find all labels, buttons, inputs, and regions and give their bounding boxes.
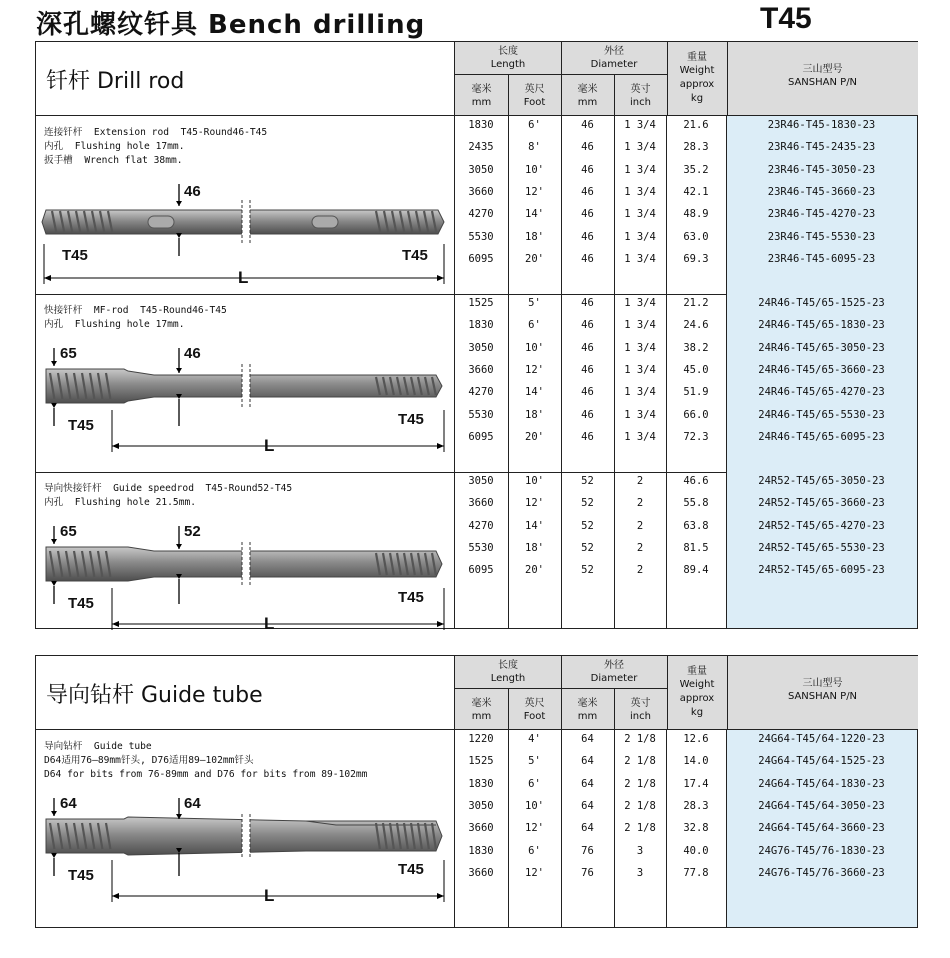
col-kg: kg (690, 93, 704, 104)
cell-d: 52 (581, 497, 594, 510)
cell-in: 1 3/4 (624, 252, 656, 265)
guide-tube-block (35, 655, 918, 928)
cell-ft: 6' (528, 319, 541, 332)
cell-mm: 6095 (468, 430, 494, 443)
cell-kg: 21.6 (683, 119, 709, 131)
cell-in: 1 3/4 (624, 363, 656, 376)
col-dmm: mm (577, 97, 598, 108)
cell-ft: 12' (525, 822, 544, 835)
table-row (36, 297, 917, 313)
cell-d: 46 (581, 386, 594, 399)
cell-in: 1 3/4 (624, 408, 656, 421)
table-row (36, 475, 917, 491)
cell-kg: 38.2 (683, 341, 709, 354)
col-weight-cn: 重量 (687, 52, 707, 63)
diameter-label: 46 (184, 183, 201, 200)
cell-mm: 3660 (468, 497, 494, 510)
cell-mm: 3660 (468, 185, 494, 198)
cell-mm: 1525 (468, 297, 494, 309)
cell-kg: 28.3 (683, 799, 709, 812)
length-label: L (264, 886, 275, 905)
product-section (36, 294, 917, 473)
col-diameter-cn: 外径 (604, 46, 624, 57)
cell-d: 52 (581, 564, 594, 577)
cell-ft: 18' (525, 408, 544, 421)
col-foot: Foot (523, 97, 546, 108)
drill-rod-block (35, 41, 918, 633)
rod-drawing (36, 784, 451, 924)
cell-kg: 35.2 (683, 163, 709, 176)
cell-kg: 46.6 (683, 475, 709, 487)
cell-ft: 14' (525, 386, 544, 399)
table-row (36, 319, 917, 335)
cell-d: 52 (581, 519, 594, 532)
page-code: T45 (760, 2, 812, 35)
col-inch: inch (630, 97, 651, 108)
cell-mm: 1830 (468, 844, 494, 857)
cell-in: 1 3/4 (624, 341, 656, 354)
description-line: 扳手槽 Wrench flat 38mm. (44, 155, 183, 166)
header-col-divider (508, 688, 509, 729)
cell-in: 2 1/8 (624, 799, 656, 812)
cell-kg: 77.8 (683, 866, 709, 879)
cell-pn: 23R46-T45-4270-23 (767, 208, 876, 221)
col-pn: SANSHAN P/N (787, 77, 858, 88)
cell-mm: 6095 (468, 564, 494, 577)
cell-d: 46 (581, 141, 594, 154)
col-diameter-en: Diameter (590, 59, 638, 70)
cell-pn: 23R46-T45-6095-23 (767, 252, 876, 265)
cell-d: 76 (581, 844, 594, 857)
cell-kg: 24.6 (683, 319, 709, 332)
cell-d: 46 (581, 319, 594, 332)
table-row (36, 119, 917, 135)
cell-in: 2 (636, 564, 644, 577)
cell-d: 64 (581, 733, 594, 745)
col-foot: Foot (523, 711, 546, 722)
cell-pn: 24G64-T45/64-3660-23 (758, 822, 885, 835)
description-line: D64适用76—89mm钎头, D76适用89—102mm钎头 (44, 755, 254, 766)
cell-kg: 66.0 (683, 408, 709, 421)
thread-left-label: T45 (68, 867, 94, 884)
cell-d: 46 (581, 341, 594, 354)
cell-d: 46 (581, 297, 594, 309)
cell-ft: 6' (528, 844, 541, 857)
cell-in: 2 1/8 (624, 777, 656, 790)
block-title: 钎杆 Drill rod (46, 69, 185, 94)
cell-in: 2 1/8 (624, 755, 656, 768)
header-col-divider (727, 656, 728, 729)
cell-pn: 24G64-T45/64-1220-23 (758, 733, 885, 745)
cell-mm: 3660 (468, 363, 494, 376)
rod-drawing (36, 170, 451, 310)
cell-in: 1 3/4 (624, 185, 656, 198)
cell-pn: 23R46-T45-5530-23 (767, 230, 876, 243)
col-mm-cn: 毫米 (471, 84, 492, 95)
cell-kg: 42.1 (683, 185, 709, 198)
thread-right-label: T45 (402, 247, 428, 264)
cell-mm: 1830 (468, 777, 494, 790)
cell-kg: 28.3 (683, 141, 709, 154)
header-col-divider (561, 42, 562, 115)
description-line: 导向钻杆 Guide tube (44, 741, 152, 752)
page-title: 深孔螺纹钎具 Bench drilling (36, 10, 426, 40)
cell-ft: 8' (528, 141, 541, 154)
cell-pn: 24R52-T45/65-6095-23 (758, 564, 885, 577)
col-foot-cn: 英尺 (524, 84, 545, 95)
cell-pn: 24G76-T45/76-3660-23 (758, 866, 885, 879)
thread-left-label: T45 (68, 417, 94, 434)
cell-kg: 55.8 (683, 497, 709, 510)
table-row (36, 497, 917, 513)
coupling-diameter-label: 65 (60, 523, 77, 540)
cell-ft: 12' (525, 866, 544, 879)
cell-mm: 2435 (468, 141, 494, 154)
cell-pn: 23R46-T45-3050-23 (767, 163, 876, 176)
col-dmm: mm (577, 711, 598, 722)
cell-in: 2 1/8 (624, 822, 656, 835)
description-line: D64 for bits from 76-89mm and D76 for bits from 89-102mm (44, 769, 368, 780)
header-col-divider (667, 42, 668, 115)
cell-ft: 18' (525, 230, 544, 243)
header-col-divider (667, 656, 668, 729)
cell-in: 3 (636, 866, 644, 879)
cell-in: 1 3/4 (624, 119, 656, 131)
col-mm-cn: 毫米 (471, 698, 492, 709)
cell-mm: 6095 (468, 252, 494, 265)
cell-ft: 12' (525, 497, 544, 510)
col-weight-cn: 重量 (687, 666, 707, 677)
col-pn: SANSHAN P/N (787, 691, 858, 702)
cell-kg: 45.0 (683, 363, 709, 376)
thread-right-label: T45 (398, 861, 424, 878)
cell-pn: 24R46-T45/65-6095-23 (758, 430, 885, 443)
cell-d: 64 (581, 755, 594, 768)
diameter-label: 46 (184, 345, 201, 362)
cell-mm: 3660 (468, 866, 494, 879)
diameter-label: 64 (184, 795, 201, 812)
cell-ft: 12' (525, 363, 544, 376)
col-dmm-cn: 毫米 (577, 698, 598, 709)
description-line: 导向快接钎杆 Guide speedrod T45-Round52-T45 (44, 483, 293, 494)
cell-d: 46 (581, 363, 594, 376)
cell-pn: 24R52-T45/65-3660-23 (758, 497, 885, 510)
cell-pn: 24R52-T45/65-4270-23 (758, 519, 885, 532)
col-pn-cn: 三山型号 (802, 64, 843, 75)
cell-in: 2 1/8 (624, 733, 656, 745)
block-title: 导向钻杆 Guide tube (46, 683, 263, 708)
product-section (36, 472, 917, 633)
col-inch: inch (630, 711, 651, 722)
cell-kg: 72.3 (683, 430, 709, 443)
col-mm: mm (471, 711, 492, 722)
cell-in: 2 (636, 541, 644, 554)
cell-mm: 3050 (468, 799, 494, 812)
cell-d: 46 (581, 185, 594, 198)
cell-ft: 6' (528, 777, 541, 790)
cell-ft: 12' (525, 185, 544, 198)
header-col-divider (727, 42, 728, 115)
cell-pn: 24R46-T45/65-5530-23 (758, 408, 885, 421)
cell-mm: 3050 (468, 475, 494, 487)
header-col-divider (508, 74, 509, 115)
col-length-cn: 长度 (498, 660, 518, 671)
length-label: L (264, 436, 275, 455)
cell-mm: 4270 (468, 386, 494, 399)
cell-kg: 63.8 (683, 519, 709, 532)
thread-left-label: T45 (62, 247, 88, 264)
coupling-diameter-label: 65 (60, 345, 77, 362)
cell-d: 46 (581, 163, 594, 176)
cell-mm: 4270 (468, 519, 494, 532)
cell-pn: 24R46-T45/65-1525-23 (758, 297, 885, 309)
description-line: 内孔 Flushing hole 17mm. (44, 319, 185, 330)
product-section (36, 116, 917, 295)
col-diameter-en: Diameter (590, 673, 638, 684)
table-row (36, 141, 917, 157)
cell-pn: 23R46-T45-2435-23 (767, 141, 876, 154)
col-length-cn: 长度 (498, 46, 518, 57)
cell-kg: 40.0 (683, 844, 709, 857)
cell-kg: 32.8 (683, 822, 709, 835)
cell-pn: 24R46-T45/65-1830-23 (758, 319, 885, 332)
cell-in: 1 3/4 (624, 297, 656, 309)
coupling-diameter-label: 64 (60, 795, 77, 812)
cell-d: 64 (581, 799, 594, 812)
cell-mm: 5530 (468, 541, 494, 554)
cell-kg: 69.3 (683, 252, 709, 265)
cell-in: 1 3/4 (624, 141, 656, 154)
col-foot-cn: 英尺 (524, 698, 545, 709)
cell-kg: 81.5 (683, 541, 709, 554)
col-length-en: Length (490, 59, 526, 70)
cell-pn: 24R46-T45/65-3050-23 (758, 341, 885, 354)
table-row (36, 755, 917, 771)
cell-ft: 20' (525, 430, 544, 443)
cell-ft: 10' (525, 341, 544, 354)
cell-ft: 10' (525, 163, 544, 176)
thread-left-label: T45 (68, 595, 94, 612)
col-inch-cn: 英寸 (630, 698, 651, 709)
cell-d: 64 (581, 822, 594, 835)
cell-d: 76 (581, 866, 594, 879)
rod-drawing (36, 334, 451, 474)
cell-mm: 1220 (468, 733, 494, 745)
cell-ft: 20' (525, 564, 544, 577)
cell-pn: 24G76-T45/76-1830-23 (758, 844, 885, 857)
column-header (454, 42, 918, 116)
cell-d: 46 (581, 208, 594, 221)
product-section (36, 730, 917, 928)
col-inch-cn: 英寸 (630, 84, 651, 95)
rod-drawing (36, 512, 451, 652)
diameter-label: 52 (184, 523, 201, 540)
cell-kg: 12.6 (683, 733, 709, 745)
col-length-en: Length (490, 673, 526, 684)
block-header-left (36, 42, 454, 116)
cell-kg: 51.9 (683, 386, 709, 399)
cell-mm: 3050 (468, 163, 494, 176)
cell-in: 1 3/4 (624, 386, 656, 399)
cell-mm: 1830 (468, 119, 494, 131)
cell-ft: 14' (525, 519, 544, 532)
cell-kg: 21.2 (683, 297, 709, 309)
cell-ft: 6' (528, 119, 541, 131)
cell-ft: 10' (525, 475, 544, 487)
cell-ft: 4' (528, 733, 541, 745)
header-col-divider (614, 74, 615, 115)
col-mm: mm (471, 97, 492, 108)
cell-kg: 63.0 (683, 230, 709, 243)
cell-mm: 3050 (468, 341, 494, 354)
col-pn-cn: 三山型号 (802, 678, 843, 689)
cell-kg: 17.4 (683, 777, 709, 790)
cell-ft: 10' (525, 799, 544, 812)
col-diameter-cn: 外径 (604, 660, 624, 671)
cell-d: 46 (581, 430, 594, 443)
cell-mm: 5530 (468, 230, 494, 243)
length-label: L (264, 614, 275, 633)
cell-in: 1 3/4 (624, 163, 656, 176)
cell-ft: 14' (525, 208, 544, 221)
cell-in: 1 3/4 (624, 230, 656, 243)
cell-pn: 23R46-T45-1830-23 (767, 119, 876, 131)
block-header-left (36, 656, 454, 730)
cell-mm: 5530 (468, 408, 494, 421)
cell-pn: 23R46-T45-3660-23 (767, 185, 876, 198)
cell-pn: 24G64-T45/64-1830-23 (758, 777, 885, 790)
cell-pn: 24G64-T45/64-1525-23 (758, 755, 885, 768)
column-header (454, 656, 918, 730)
header-col-divider (614, 688, 615, 729)
cell-mm: 1830 (468, 319, 494, 332)
cell-in: 1 3/4 (624, 430, 656, 443)
cell-mm: 4270 (468, 208, 494, 221)
cell-d: 52 (581, 541, 594, 554)
cell-in: 2 (636, 475, 644, 487)
description-line: 连接钎杆 Extension rod T45-Round46-T45 (44, 127, 268, 138)
thread-right-label: T45 (398, 589, 424, 606)
cell-ft: 5' (528, 297, 541, 309)
thread-right-label: T45 (398, 411, 424, 428)
table-row (36, 733, 917, 749)
description-line: 内孔 Flushing hole 17mm. (44, 141, 185, 152)
cell-mm: 3660 (468, 822, 494, 835)
header-col-divider (561, 656, 562, 729)
col-weight-en: Weight (679, 679, 715, 690)
cell-kg: 14.0 (683, 755, 709, 768)
cell-pn: 24R52-T45/65-3050-23 (758, 475, 885, 487)
cell-in: 3 (636, 844, 644, 857)
col-dmm-cn: 毫米 (577, 84, 598, 95)
cell-d: 46 (581, 230, 594, 243)
cell-pn: 24R52-T45/65-5530-23 (758, 541, 885, 554)
description-line: 快接钎杆 MF-rod T45-Round46-T45 (44, 305, 227, 316)
cell-pn: 24R46-T45/65-3660-23 (758, 363, 885, 376)
cell-kg: 48.9 (683, 208, 709, 221)
cell-mm: 1525 (468, 755, 494, 768)
cell-d: 46 (581, 408, 594, 421)
cell-in: 2 (636, 519, 644, 532)
length-label: L (238, 268, 249, 287)
cell-ft: 20' (525, 252, 544, 265)
cell-in: 2 (636, 497, 644, 510)
cell-d: 46 (581, 252, 594, 265)
col-approx: approx (679, 693, 715, 704)
cell-ft: 5' (528, 755, 541, 768)
cell-pn: 24G64-T45/64-3050-23 (758, 799, 885, 812)
col-weight-en: Weight (679, 65, 715, 76)
cell-kg: 89.4 (683, 564, 709, 577)
cell-in: 1 3/4 (624, 319, 656, 332)
cell-d: 52 (581, 475, 594, 487)
col-kg: kg (690, 707, 704, 718)
cell-in: 1 3/4 (624, 208, 656, 221)
col-approx: approx (679, 79, 715, 90)
cell-d: 64 (581, 777, 594, 790)
cell-d: 46 (581, 119, 594, 131)
cell-ft: 18' (525, 541, 544, 554)
cell-pn: 24R46-T45/65-4270-23 (758, 386, 885, 399)
description-line: 内孔 Flushing hole 21.5mm. (44, 497, 197, 508)
